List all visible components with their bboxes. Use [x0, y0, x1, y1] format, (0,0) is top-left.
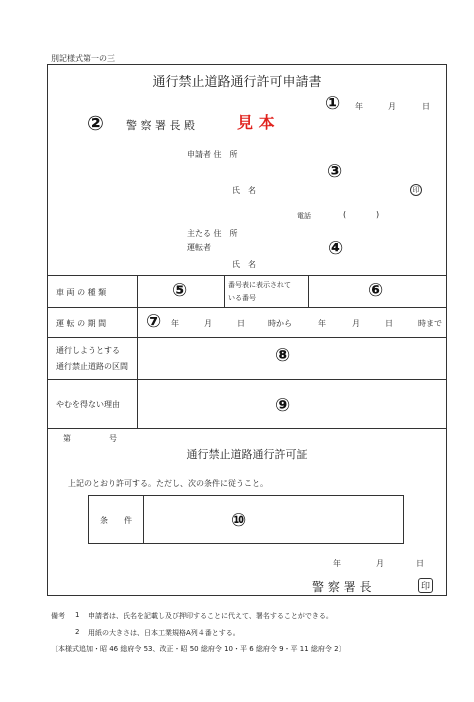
period-to-day: 日 [385, 319, 393, 328]
notes-heading: 備考 [51, 612, 65, 620]
marker-4: ④ [328, 238, 344, 259]
addressee: 警 察 署 長 殿 [126, 119, 195, 132]
road-section-label-line2: 通行禁止道路の区間 [56, 362, 128, 371]
plate-value-divider [308, 275, 309, 307]
row-divider [47, 275, 447, 276]
label-column-divider [137, 275, 138, 428]
sample-stamp: 見 本 [237, 113, 275, 132]
applicant-seal-mark: 印 [410, 184, 422, 196]
plate-number-label-line2: いる番号 [228, 294, 256, 302]
application-title: 通行禁止道路通行許可申請書 [152, 75, 322, 90]
period-to-year: 年 [318, 319, 326, 328]
permit-number-prefix: 第 [63, 434, 71, 443]
marker-8: ⑧ [275, 345, 291, 366]
row-divider [47, 337, 447, 338]
vehicle-type-label: 車 両 の 種 類 [56, 288, 107, 297]
row-divider [47, 379, 447, 380]
road-section-label-line1: 通行しようとする [56, 346, 120, 355]
permit-date-month: 月 [376, 559, 384, 568]
marker-5: ⑤ [172, 280, 188, 301]
plate-label-divider [224, 275, 225, 307]
form-label: 別記様式第一の三 [51, 54, 115, 63]
marker-3: ③ [327, 161, 343, 182]
period-to-month: 月 [352, 319, 360, 328]
note-2-text: 用紙の大きさは、日本工業規格A列４番とする。 [88, 629, 240, 637]
driver-address-label: 主たる 住 所 [187, 229, 238, 238]
reason-label: やむを得ない理由 [56, 400, 120, 409]
marker-10: ⑩ [231, 510, 247, 531]
note-1-text: 申請者は、氏名を記載し及び押印することに代えて、署名することができる。 [88, 612, 333, 620]
driver-label: 運転者 [187, 243, 211, 252]
period-to-hour: 時まで [418, 319, 442, 328]
amendment-history: 〔本様式追加・昭 46 総府令 53、改正・昭 50 総府令 10・平 6 総府令 9・平 11 総府令 2〕 [51, 645, 346, 653]
period-from-hour: 時から [268, 319, 292, 328]
marker-9: ⑨ [275, 395, 291, 416]
note-2-number: 2 [75, 628, 80, 636]
applicant-address-label: 申請者 住 所 [187, 150, 238, 159]
marker-6: ⑥ [368, 280, 384, 301]
row-divider [47, 307, 447, 308]
phone-paren-open: ( [343, 210, 347, 219]
phone-label: 電話 [297, 212, 311, 220]
period-from-year: 年 [171, 319, 179, 328]
date-day-label: 日 [422, 102, 430, 111]
note-1-number: 1 [75, 611, 80, 619]
permit-number-suffix: 号 [109, 434, 117, 443]
marker-2: ② [87, 111, 104, 135]
issuer-stamp-mark: 印 [418, 578, 433, 593]
period-from-day: 日 [237, 319, 245, 328]
permit-date-year: 年 [333, 559, 341, 568]
date-month-label: 月 [388, 102, 396, 111]
row-divider [47, 428, 447, 429]
conditions-divider [143, 495, 144, 544]
permit-title: 通行禁止道路通行許可証 [186, 448, 308, 461]
date-year-label: 年 [355, 102, 363, 111]
driving-period-label: 運 転 の 期 間 [56, 319, 107, 328]
marker-1: ① [325, 93, 341, 114]
conditions-label: 条 件 [100, 516, 132, 525]
issuer-title: 警 察 署 長 [312, 580, 372, 594]
driver-name-label: 氏 名 [232, 260, 256, 269]
applicant-name-label: 氏 名 [232, 186, 256, 195]
permit-date-day: 日 [416, 559, 424, 568]
plate-number-label-line1: 番号表に表示されて [228, 281, 291, 289]
permit-statement: 上記のとおり許可する。ただし、次の条件に従うこと。 [68, 479, 268, 488]
phone-paren-close: ) [376, 210, 380, 219]
marker-7: ⑦ [146, 311, 162, 332]
period-from-month: 月 [204, 319, 212, 328]
